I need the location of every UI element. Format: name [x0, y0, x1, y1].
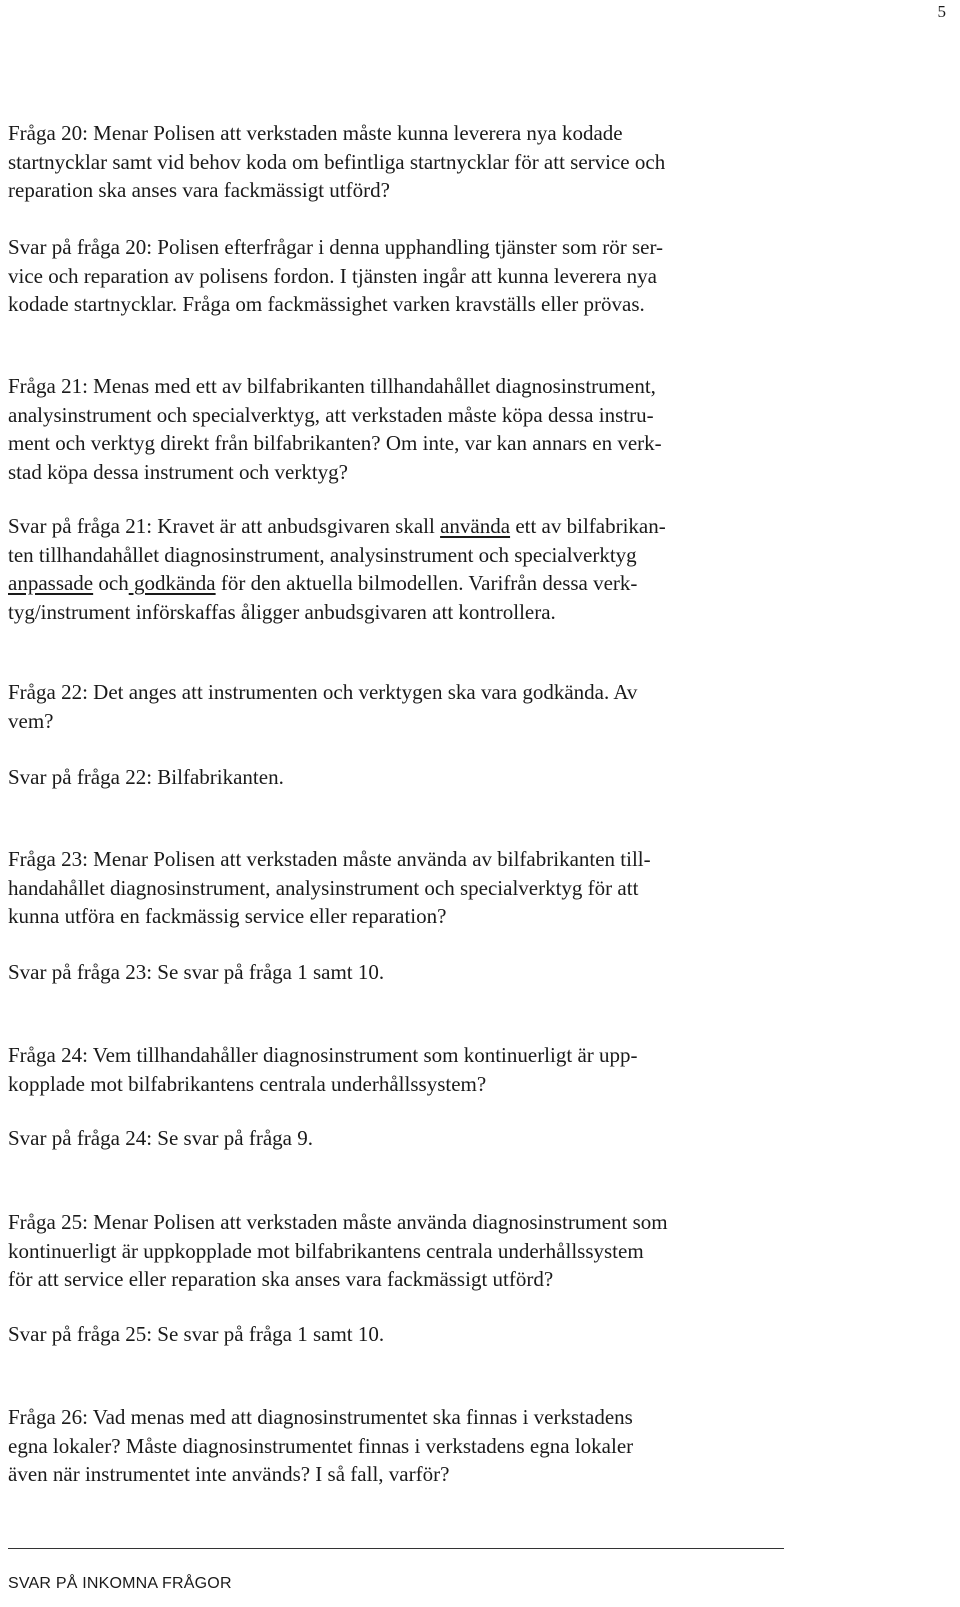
question-22-line: vem? [8, 708, 54, 733]
answer-23-line: Svar på fråga 23: Se svar på fråga 1 samt 10. [8, 960, 385, 984]
question-25-line: kontinuerligt är uppkopplade mot bilfabrikantens centrala underhållssystem [8, 1238, 644, 1263]
question-23 [8, 845, 958, 931]
answer-20-line: Svar på fråga 20: Polisen efterfrågar i denna upphandling tjänster som rör ser- [8, 235, 664, 259]
answer-23 [8, 958, 958, 987]
question-25 [8, 1208, 958, 1294]
underlined-term-anvanda: använda [440, 514, 511, 538]
question-20 [8, 119, 958, 205]
question-20-line: Fråga 20: Menar Polisen att verkstaden måste kunna leverera nya kodade [8, 121, 623, 145]
answer-20-line: kodade startnycklar. Fråga om fackmässighet varken kravställs eller prövas. [8, 292, 645, 316]
answer-21-text: för den aktuella bilmodellen. Varifrån dessa verk- [215, 571, 638, 595]
underlined-term-anpassade: anpassade [8, 571, 94, 595]
answer-21-text: ett av bilfabrikan- [510, 514, 666, 538]
question-26-line: egna lokaler? Måste diagnosinstrumentet finnas i verkstadens egna lokaler [8, 1433, 634, 1458]
question-20-line: reparation ska anses vara fackmässigt utförd? [8, 178, 390, 202]
question-20-line: startnycklar samt vid behov koda om befintliga startnycklar för att service och [8, 149, 666, 174]
question-21-line: stad köpa dessa instrument och verktyg? [8, 459, 348, 484]
answer-21-line [8, 512, 958, 541]
answer-20-line: vice och reparation av polisens fordon. I tjänsten ingår att kunna leverera nya [8, 263, 658, 288]
question-26-line: även när instrumentet inte används? I så fall, varför? [8, 1462, 450, 1486]
question-23-line: Fråga 23: Menar Polisen att verkstaden måste använda av bilfabrikanten till- [8, 847, 651, 871]
question-24-line: Fråga 24: Vem tillhandahåller diagnosinstrument som kontinuerligt är upp- [8, 1043, 638, 1067]
answer-21-text: och [93, 571, 129, 595]
footer-divider [8, 1548, 784, 1549]
underlined-term-godkanda: godkända [128, 571, 216, 595]
answer-20 [8, 233, 958, 319]
question-23-line: handahållet diagnosinstrument, analysinstrument och specialverktyg för att [8, 875, 639, 900]
answer-21 [8, 512, 958, 626]
answer-21-line [8, 569, 958, 598]
question-26 [8, 1403, 958, 1489]
answer-24-line: Svar på fråga 24: Se svar på fråga 9. [8, 1126, 313, 1150]
question-24 [8, 1041, 958, 1098]
footer-title: SVAR PÅ INKOMNA FRÅGOR [8, 1575, 232, 1592]
page-number: 5 [937, 2, 946, 21]
answer-21-line: tyg/instrument införskaffas åligger anbudsgivaren att kontrollera. [8, 599, 556, 624]
question-24-line: kopplade mot bilfabrikantens centrala underhållssystem? [8, 1071, 487, 1096]
question-22 [8, 678, 958, 735]
question-25-line: för att service eller reparation ska anses vara fackmässigt utförd? [8, 1267, 554, 1291]
answer-25 [8, 1320, 958, 1349]
answer-22 [8, 763, 958, 792]
answer-24 [8, 1124, 958, 1153]
question-26-line: Fråga 26: Vad menas med att diagnosinstrumentet ska finnas i verkstadens [8, 1405, 633, 1429]
question-22-line: Fråga 22: Det anges att instrumenten och verktygen ska vara godkända. Av [8, 680, 638, 704]
question-21-line: analysinstrument och specialverktyg, att verkstaden måste köpa dessa instru- [8, 402, 654, 427]
question-21-line: Fråga 21: Menas med ett av bilfabrikanten tillhandahållet diagnosinstrument, [8, 374, 656, 398]
question-21 [8, 372, 958, 486]
question-25-line: Fråga 25: Menar Polisen att verkstaden måste använda diagnosinstrument som [8, 1210, 668, 1234]
answer-22-line: Svar på fråga 22: Bilfabrikanten. [8, 765, 284, 789]
answer-25-line: Svar på fråga 25: Se svar på fråga 1 samt 10. [8, 1322, 385, 1346]
question-21-line: ment och verktyg direkt från bilfabrikanten? Om inte, var kan annars en verk- [8, 431, 662, 455]
answer-21-line: ten tillhandahållet diagnosinstrument, analysinstrument och specialverktyg [8, 542, 637, 567]
question-23-line: kunna utföra en fackmässig service eller reparation? [8, 904, 447, 928]
answer-21-text: Svar på fråga 21: Kravet är att anbudsgivaren skall [8, 514, 441, 538]
